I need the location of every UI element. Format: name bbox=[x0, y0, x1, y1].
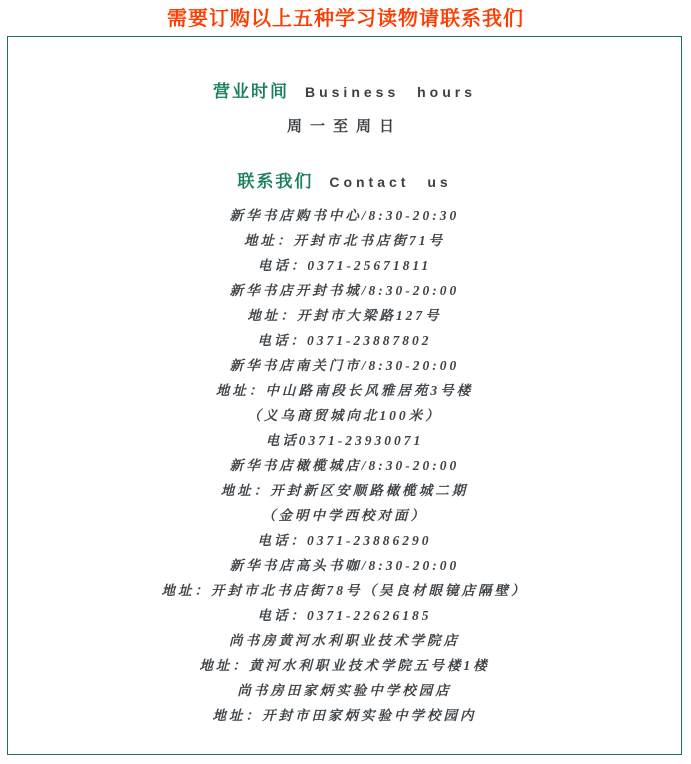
contact-line: 新华书店购书中心/8:30-20:30 bbox=[229, 208, 460, 223]
contact-line: 地址：中山路南段长风雅居苑3号楼 bbox=[215, 383, 474, 398]
contact-line: 地址：开封市北书店街71号 bbox=[244, 233, 445, 248]
contact-heading-cn: 联系我们 bbox=[237, 172, 314, 191]
info-box bbox=[7, 36, 682, 755]
contact-line: 电话：0371-23887802 bbox=[257, 333, 432, 348]
contact-line: 地址：开封新区安顺路橄榄城二期 bbox=[220, 483, 469, 498]
business-hours-heading bbox=[8, 77, 681, 102]
contact-line: 新华书店高头书咖/8:30-20:00 bbox=[229, 558, 460, 573]
contact-heading-en: Contact us bbox=[329, 174, 452, 190]
contact-line: 地址：开封市大梁路127号 bbox=[247, 308, 442, 323]
contact-line: 电话：0371-23886290 bbox=[257, 533, 432, 548]
contact-lines bbox=[8, 203, 681, 728]
contact-line: 电话：0371-25671811 bbox=[257, 258, 432, 273]
contact-line: 新华书店南关门市/8:30-20:00 bbox=[229, 358, 460, 373]
contact-line: 电话0371-23930071 bbox=[265, 433, 424, 448]
business-hours-value: 周一至周日 bbox=[286, 118, 402, 135]
page-title: 需要订购以上五种学习读物请联系我们 bbox=[167, 8, 524, 30]
contact-line: （金明中学西校对面） bbox=[262, 508, 427, 523]
contact-line: 电话：0371-22626185 bbox=[257, 608, 432, 623]
contact-line: 新华书店橄榄城店/8:30-20:00 bbox=[229, 458, 460, 473]
business-hours-heading-en: Business hours bbox=[304, 84, 477, 100]
contact-line: （义乌商贸城向北100米） bbox=[247, 408, 442, 423]
contact-line: 地址：开封市田家炳实验中学校园内 bbox=[212, 708, 477, 723]
contact-line: 尚书房黄河水利职业技术学院店 bbox=[229, 633, 460, 648]
contact-line: 尚书房田家炳实验中学校园店 bbox=[237, 683, 452, 698]
contact-line: 地址：开封市北书店街78号（吴良材眼镜店隔壁） bbox=[161, 583, 528, 598]
contact-line: 地址：黄河水利职业技术学院五号楼1楼 bbox=[199, 658, 490, 673]
business-hours-heading-cn: 营业时间 bbox=[212, 82, 289, 101]
contact-heading bbox=[8, 167, 681, 192]
contact-line: 新华书店开封书城/8:30-20:00 bbox=[229, 283, 460, 298]
